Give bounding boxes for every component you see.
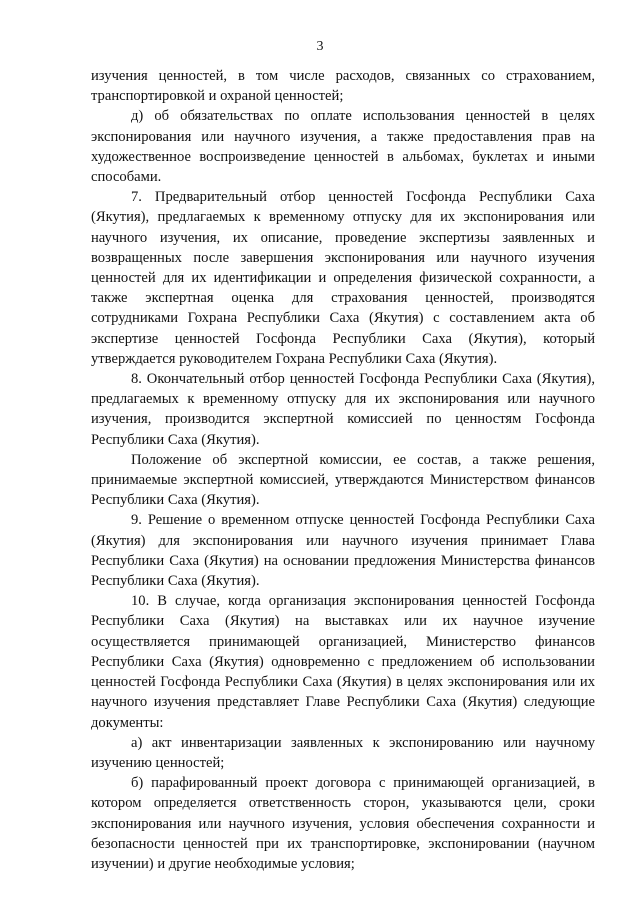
paragraph-item-a: а) акт инвентаризации заявленных к экспонированию или научному изучению ценностей; [91, 734, 595, 771]
paragraph-clause-10: 10. В случае, когда организация экспонирования ценностей Госфонда Республики Саха (Якутия) на выставках или их научное изучение осуществляется принимающей организацией, Министерство финансов Республики Саха (Якутия) одновременно с предложением об использовании ценностей Госфонда Республики Саха (Якутия) в целях экспонирования или их научного изучения представляет Главе Республики Саха (Якутия) следующие документы: [91, 593, 595, 731]
paragraph-clause-7: 7. Предварительный отбор ценностей Госфонда Республики Саха (Якутия), предлагаемых к временному отпуску для их экспонирования или научного изучения, их описание, проведение экспертизы заявленных и возвращенных после завершения экспонирования или научного изучения ценностей для их идентификации и определения физической сохранности, а также экспертная оценка для страхования ценностей, производятся сотрудниками Гохрана Республики Саха (Якутия) с составлением акта об экспертизе ценностей Госфонда Республики Саха (Якутия), который утверждается руководителем Гохрана Республики Саха (Якутия). [91, 189, 595, 367]
page-number: 3 [316, 39, 324, 54]
paragraph-clause-9: 9. Решение о временном отпуске ценностей Госфонда Республики Саха (Якутия) для экспонирования или научного изучения принимает Глава Республики Саха (Якутия) на основании предложения Министерства финансов Республики Саха (Якутия). [91, 512, 595, 590]
paragraph-commission-regulation: Положение об экспертной комиссии, ее состав, а также решения, принимаемые экспертной комиссией, утверждаются Министерством финансов Республики Саха (Якутия). [91, 451, 595, 509]
paragraph-item-d: д) об обязательствах по оплате использования ценностей в целях экспонирования или научного изучения, а также предоставления прав на художественное воспроизведение ценностей в альбомах, буклетах и иными способами. [91, 108, 595, 186]
document-body [91, 66, 595, 874]
paragraph-item-b: б) парафированный проект договора с принимающей организацией, в котором определяется ответственность сторон, указываются цели, сроки экспонирования или научного изучения, условия обеспечения сохранности и безопасности ценностей при их транспортировке, экспонировании (научном изучении) и другие необходимые условия; [91, 775, 595, 872]
paragraph-continuation: изучения ценностей, в том числе расходов, связанных со страхованием, транспортировкой и охраной ценностей; [91, 68, 595, 105]
paragraph-clause-8: 8. Окончательный отбор ценностей Госфонда Республики Саха (Якутия), предлагаемых к временному отпуску для их экспонирования или научного изучения, производится экспертной комиссией по ценностям Госфонда Республики Саха (Якутия). [91, 371, 595, 448]
